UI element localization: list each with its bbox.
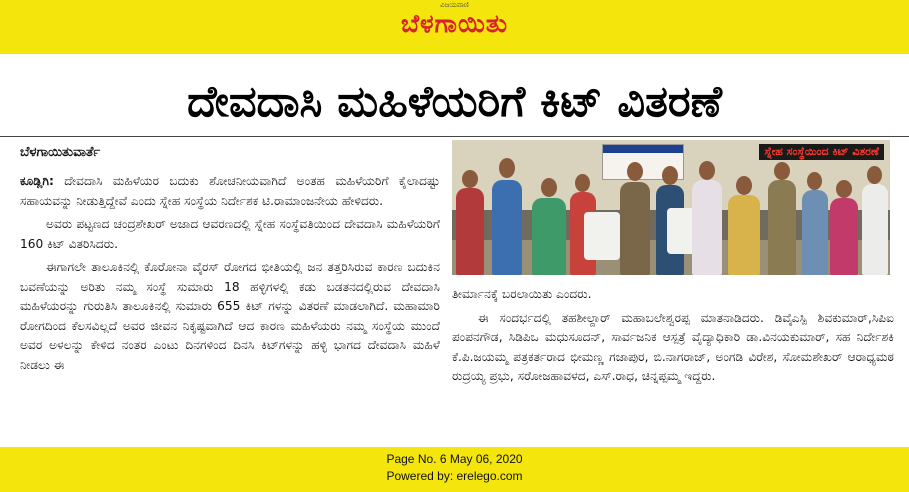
masthead-title: ಬೆಳಗಾಯಿತು	[400, 9, 509, 38]
article-byline: ಬೆಳಗಾಯಿತುವಾರ್ತೆ	[20, 145, 101, 160]
photo-person-head	[575, 174, 590, 192]
photo-person-head	[807, 172, 822, 190]
photo-person	[456, 188, 484, 275]
photo-person-head	[462, 170, 478, 188]
photo-person	[802, 190, 828, 275]
article-photo	[452, 140, 890, 275]
article-paragraph-1	[20, 172, 440, 211]
article-paragraph-1-text: ದೇವದಾಸಿ ಮಹಿಳೆಯರ ಬದುಕು ಶೋಚನೀಯವಾಗಿದೆ ಅಂತಹ ಮಹಿಳೆಯರಿಗೆ ಕೈಲಾದಷ್ಟು ಸಹಾಯವನ್ನು ನೀಡುತ್ತಿದ್ದೇವೆ ಎಂದು ಸ್ನೇಹ ಸಂಸ್ಥೆಯ ನಿರ್ದೇಶಕ ಟಿ.ರಾಮಾಂಜನೇಯ ಹೇಳಿದರು.	[20, 174, 441, 208]
article-paragraph-4: ತೀರ್ಮಾನಕ್ಕೆ ಬರಲಾಯಿತು ಎಂದರು.	[452, 287, 592, 301]
photo-person	[692, 180, 722, 275]
photo-person-head	[836, 180, 852, 198]
headline-divider	[0, 136, 909, 137]
photo-person	[862, 184, 888, 275]
article-dateline: ಕೂಡ್ಲಿಗಿ:	[20, 174, 54, 188]
article-left-column	[20, 145, 440, 379]
photo-person-head	[541, 178, 557, 197]
photo-person	[492, 180, 522, 275]
photo-person	[768, 180, 796, 275]
article-paragraph-2: ಅವರು ಪಟ್ಟಣದ ಚಂದ್ರಶೇಖರ್ ಅಜಾದ ಆವರಣದಲ್ಲಿ ಸ್ನೇಹ ಸಂಸ್ಥೆವತಿಯಿಂದ ದೇವದಾಸಿ ಮಹಿಳೆಯರಿಗೆ 160 ಕಿಟ್ ವಿತರಿಸಿದರು.	[20, 217, 440, 251]
photo-caption: ಸ್ನೇಹ ಸಂಸ್ಥೆಯಿಂದ ಕಿಟ್ ವಿತರಣೆ	[759, 144, 884, 160]
photo-person	[532, 198, 566, 275]
photo-person-head	[699, 161, 715, 180]
masthead-small-text: ವಿಜಯವಾಣಿ	[440, 1, 469, 9]
article-paragraph-5: ಈ ಸಂದರ್ಭದಲ್ಲಿ ತಹಶೀಲ್ದಾರ್ ಮಹಾಬಲೇಶ್ವರಪ್ಪ ಮಾತನಾಡಿದರು. ಡಿವೈಎಸ್ಪಿ ಶಿವಕುಮಾರ್,ಸಿಪಿಐ ಪಂಪನಗೌಡ, ಸಿಡಿಪಿಒ ಮಧುಸೂದನ್, ಸಾರ್ವಜನಿಕ ಆಸ್ಪತ್ರೆ ವೈದ್ಯಾಧಿಕಾರಿ ಡಾ.ವಿನಯಕುಮಾರ್, ಸಹ ನಿರ್ದೇಶಕಿ ಕೆ.ಪಿ.ಜಯಮ್ಮ ಪತ್ರಕರ್ತರಾದ ಭೀಮಣ್ಣ ಗಜಾಪುರ, ಬಿ.ನಾಗರಾಜ್, ಅಂಗಡಿ ವಿರೇಶ, ಸೋಮಶೇಖರ್ ಆರಾಧ್ಯಮಠ ರುದ್ರಯ್ಯ ಪ್ರಭು, ಸರೋಜಹಾವಳದ, ಎಸ್.ರಾಧ, ಚಿನ್ನಪ್ಪಮ್ಮ ಇದ್ದರು.	[452, 310, 894, 383]
photo-person-head	[867, 166, 882, 184]
photo-person-head	[774, 162, 790, 180]
photo-person-head	[627, 162, 643, 181]
photo-person	[830, 198, 858, 275]
article-paragraph-3: ಈಗಾಗಲೇ ತಾಲೂಕಿನಲ್ಲಿ ಕೊರೋನಾ ವೈರಸ್ ರೋಗದ ಭೀತಿಯಲ್ಲಿ ಜನ ತತ್ತರಿಸಿರುವ ಕಾರಣ ಬದುಕಿನ ಬವಣೆಯನ್ನು ಅರಿತು ನಮ್ಮ ಸಂಸ್ಥೆ ಸುಮಾರು 18 ಹಳ್ಳಿಗಳಲ್ಲಿ ಕಡು ಬಡತನದಲ್ಲಿರುವ ದೇವದಾಸಿ ಮಹಿಳೆಯರನ್ನು ಗುರುತಿಸಿ ತಾಲೂಕಿನಲ್ಲಿ ಸುಮಾರು 655 ಕಿಟ್ ಗಳನ್ನು ವಿತರಣೆ ಮಾಡಲಾಗಿದೆ. ಮಹಾಮಾರಿ ರೋಗದಿಂದ ಕೆಲಸವಿಲ್ಲದೆ ಅವರ ಜೀವನ ನಿಕೃಷ್ಟವಾಗಿದೆ ಆದ ಕಾರಣ ಮಹಿಳೆಯರು ನಮ್ಮ ಸಂಸ್ಥೆಯ ಮುಂದೆ ಅವರ ಅಳಲನ್ನು ಕೇಳಿದ ನಂತರ ಎಂಟು ದಿನಗಳಿಂದ ದಿನಸಿ ಕಿಟ್‌ಗಳನ್ನು ಹಳ್ಳಿ ಭಾಗದ ದೇವದಾಸಿ ಮಹಿಳೆ ನೀಡಲು ಈ	[20, 260, 440, 372]
footer-bar	[0, 447, 909, 492]
photo-kit-sack	[584, 212, 620, 260]
photo-person-head	[662, 166, 678, 185]
footer-page-info: Page No. 6 May 06, 2020	[386, 452, 523, 466]
article-headline: ದೇವದಾಸಿ ಮಹಿಳೆಯರಿಗೆ ಕಿಟ್ ವಿತರಣೆ	[187, 77, 722, 127]
photo-person	[728, 195, 760, 275]
photo-person-head	[499, 158, 515, 178]
article-right-column	[452, 285, 894, 391]
footer-powered-by[interactable]: Powered by: erelego.com	[386, 469, 523, 483]
masthead-bar	[0, 0, 909, 54]
photo-person	[620, 182, 650, 275]
photo-person-head	[736, 176, 752, 195]
